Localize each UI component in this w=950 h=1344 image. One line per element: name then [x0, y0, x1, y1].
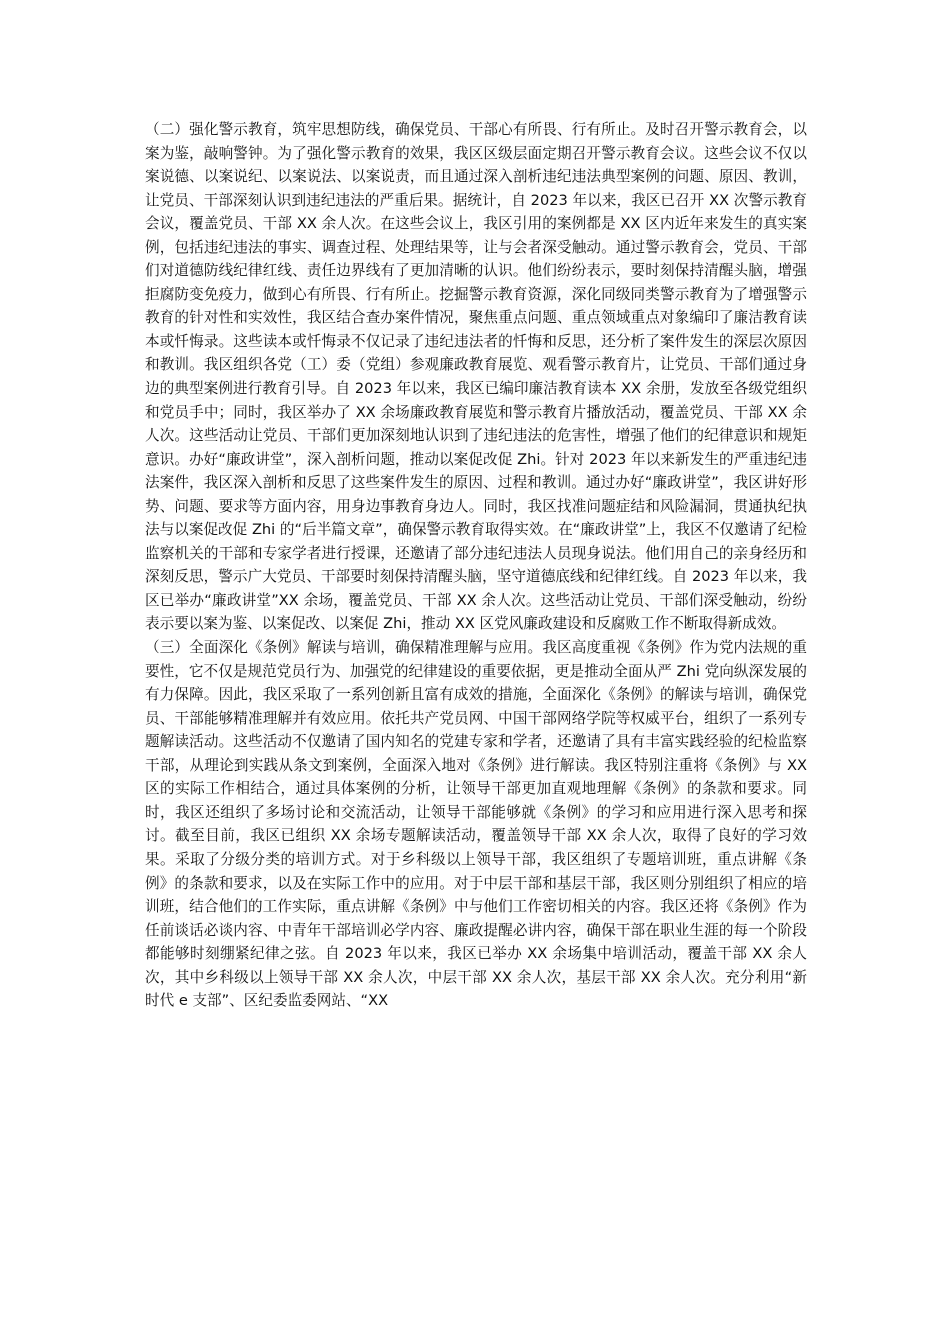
paragraph-warning-education: （二）强化警示教育，筑牢思想防线，确保党员、干部心有所畏、行有所止。及时召开警示教育会，以案为鉴，敲响警钟。为了强化警示教育的效果，我区区级层面定期召开警示教育会议。这些会议不仅以案说德、以案说纪、以案说法、以案说责，而且通过深入剖析违纪违法典型案例的问题、原因、教训，让党员、干部深刻认识到违纪违法的严重后果。据统计，自 2023 年以来，我区已召开 XX 次警示教育会议，覆盖党员、干部 XX 余人次。在这些会议上，我区引用的案例都是 XX 区内近年来发生的真实案例，包括违纪违法的事实、调查过程、处理结果等，让与会者深受触动。通过警示教育会，党员、干部们对道德防线纪律红线、责任边界线有了更加清晰的认识。他们纷纷表示，要时刻保持清醒头脑，增强拒腐防变免疫力，做到心有所畏、行有所止。挖掘警示教育资源，深化同级同类警示教育为了增强警示教育的针对性和实效性，我区结合查办案件情况，聚焦重点问题、重点领域重点对象编印了廉洁教育读本或忏悔录。这些读本或忏悔录不仅记录了违纪违法者的忏悔和反思，还分析了案件发生的深层次原因和教训。我区组织各党（工）委（党组）参观廉政教育展览、观看警示教育片，让党员、干部们通过身边的典型案例进行教育引导。自 2023 年以来，我区已编印廉洁教育读本 XX 余册，发放至各级党组织和党员手中；同时，我区举办了 XX 余场廉政教育展览和警示教育片播放活动，覆盖党员、干部 XX 余人次。这些活动让党员、干部们更加深刻地认识到了违纪违法的危害性，增强了他们的纪律意识和规矩意识。办好“廉政讲堂”，深入剖析问题，推动以案促改促 Zhi。针对 2023 年以来新发生的严重违纪违法案件，我区深入剖析和反思了这些案件发生的原因、过程和教训。通过办好“廉政讲堂”，我区讲好形势、问题、要求等方面内容，用身边事教育身边人。同时，我区找准问题症结和风险漏洞，贯通执纪执法与以案促改促 Zhi 的“后半篇文章”，确保警示教育取得实效。在“廉政讲堂”上，我区不仅邀请了纪检监察机关的干部和专家学者进行授课，还邀请了部分违纪违法人员现身说法。他们用自己的亲身经历和深刻反思，警示广大党员、干部要时刻保持清醒头脑，坚守道德底线和纪律红线。自 2023 年以来，我区已举办“廉政讲堂”XX 余场，覆盖党员、干部 XX 余人次。这些活动让党员、干部们深受触动，纷纷表示要以案为鉴、以案促改、以案促 Zhi，推动 XX 区党风廉政建设和反腐败工作不断取得新成效。: [145, 121, 807, 633]
paragraph-regulations-training: （三）全面深化《条例》解读与培训，确保精准理解与应用。我区高度重视《条例》作为党内法规的重要性，它不仅是规范党员行为、加强党的纪律建设的重要依据，更是推动全面从严 Zhi 党向纵深发展的有力保障。因此，我区采取了一系列创新且富有成效的措施，全面深化《条例》的解读与培训，确保党员、干部能够精准理解并有效应用。依托共产党员网、中国干部网络学院等权威平台，组织了一系列专题解读活动。这些活动不仅邀请了国内知名的党建专家和学者，还邀请了具有丰富实践经验的纪检监察干部，从理论到实践从条文到案例，全面深入地对《条例》进行解读。我区特别注重将《条例》与 XX 区的实际工作相结合，通过具体案例的分析，让领导干部更加直观地理解《条例》的条款和要求。同时，我区还组织了多场讨论和交流活动，让领导干部能够就《条例》的学习和应用进行深入思考和探讨。截至目前，我区已组织 XX 余场专题解读活动，覆盖领导干部 XX 余人次，取得了良好的学习效果。采取了分级分类的培训方式。对于乡科级以上领导干部，我区组织了专题培训班，重点讲解《条例》的条款和要求，以及在实际工作中的应用。对于中层干部和基层干部，我区则分别组织了相应的培训班，结合他们的工作实际，重点讲解《条例》中与他们工作密切相关的内容。我区还将《条例》作为任前谈话必谈内容、中青年干部培训必学内容、廉政提醒必讲内容，确保干部在职业生涯的每一个阶段都能够时刻绷紧纪律之弦。自 2023 年以来，我区已举办 XX 余场集中培训活动，覆盖干部 XX 余人次，其中乡科级以上领导干部 XX 余人次，中层干部 XX 余人次，基层干部 XX 余人次。充分利用“新时代 e 支部”、区纪委监委网站、“XX: [145, 639, 807, 1010]
body-text: [145, 118, 807, 1013]
